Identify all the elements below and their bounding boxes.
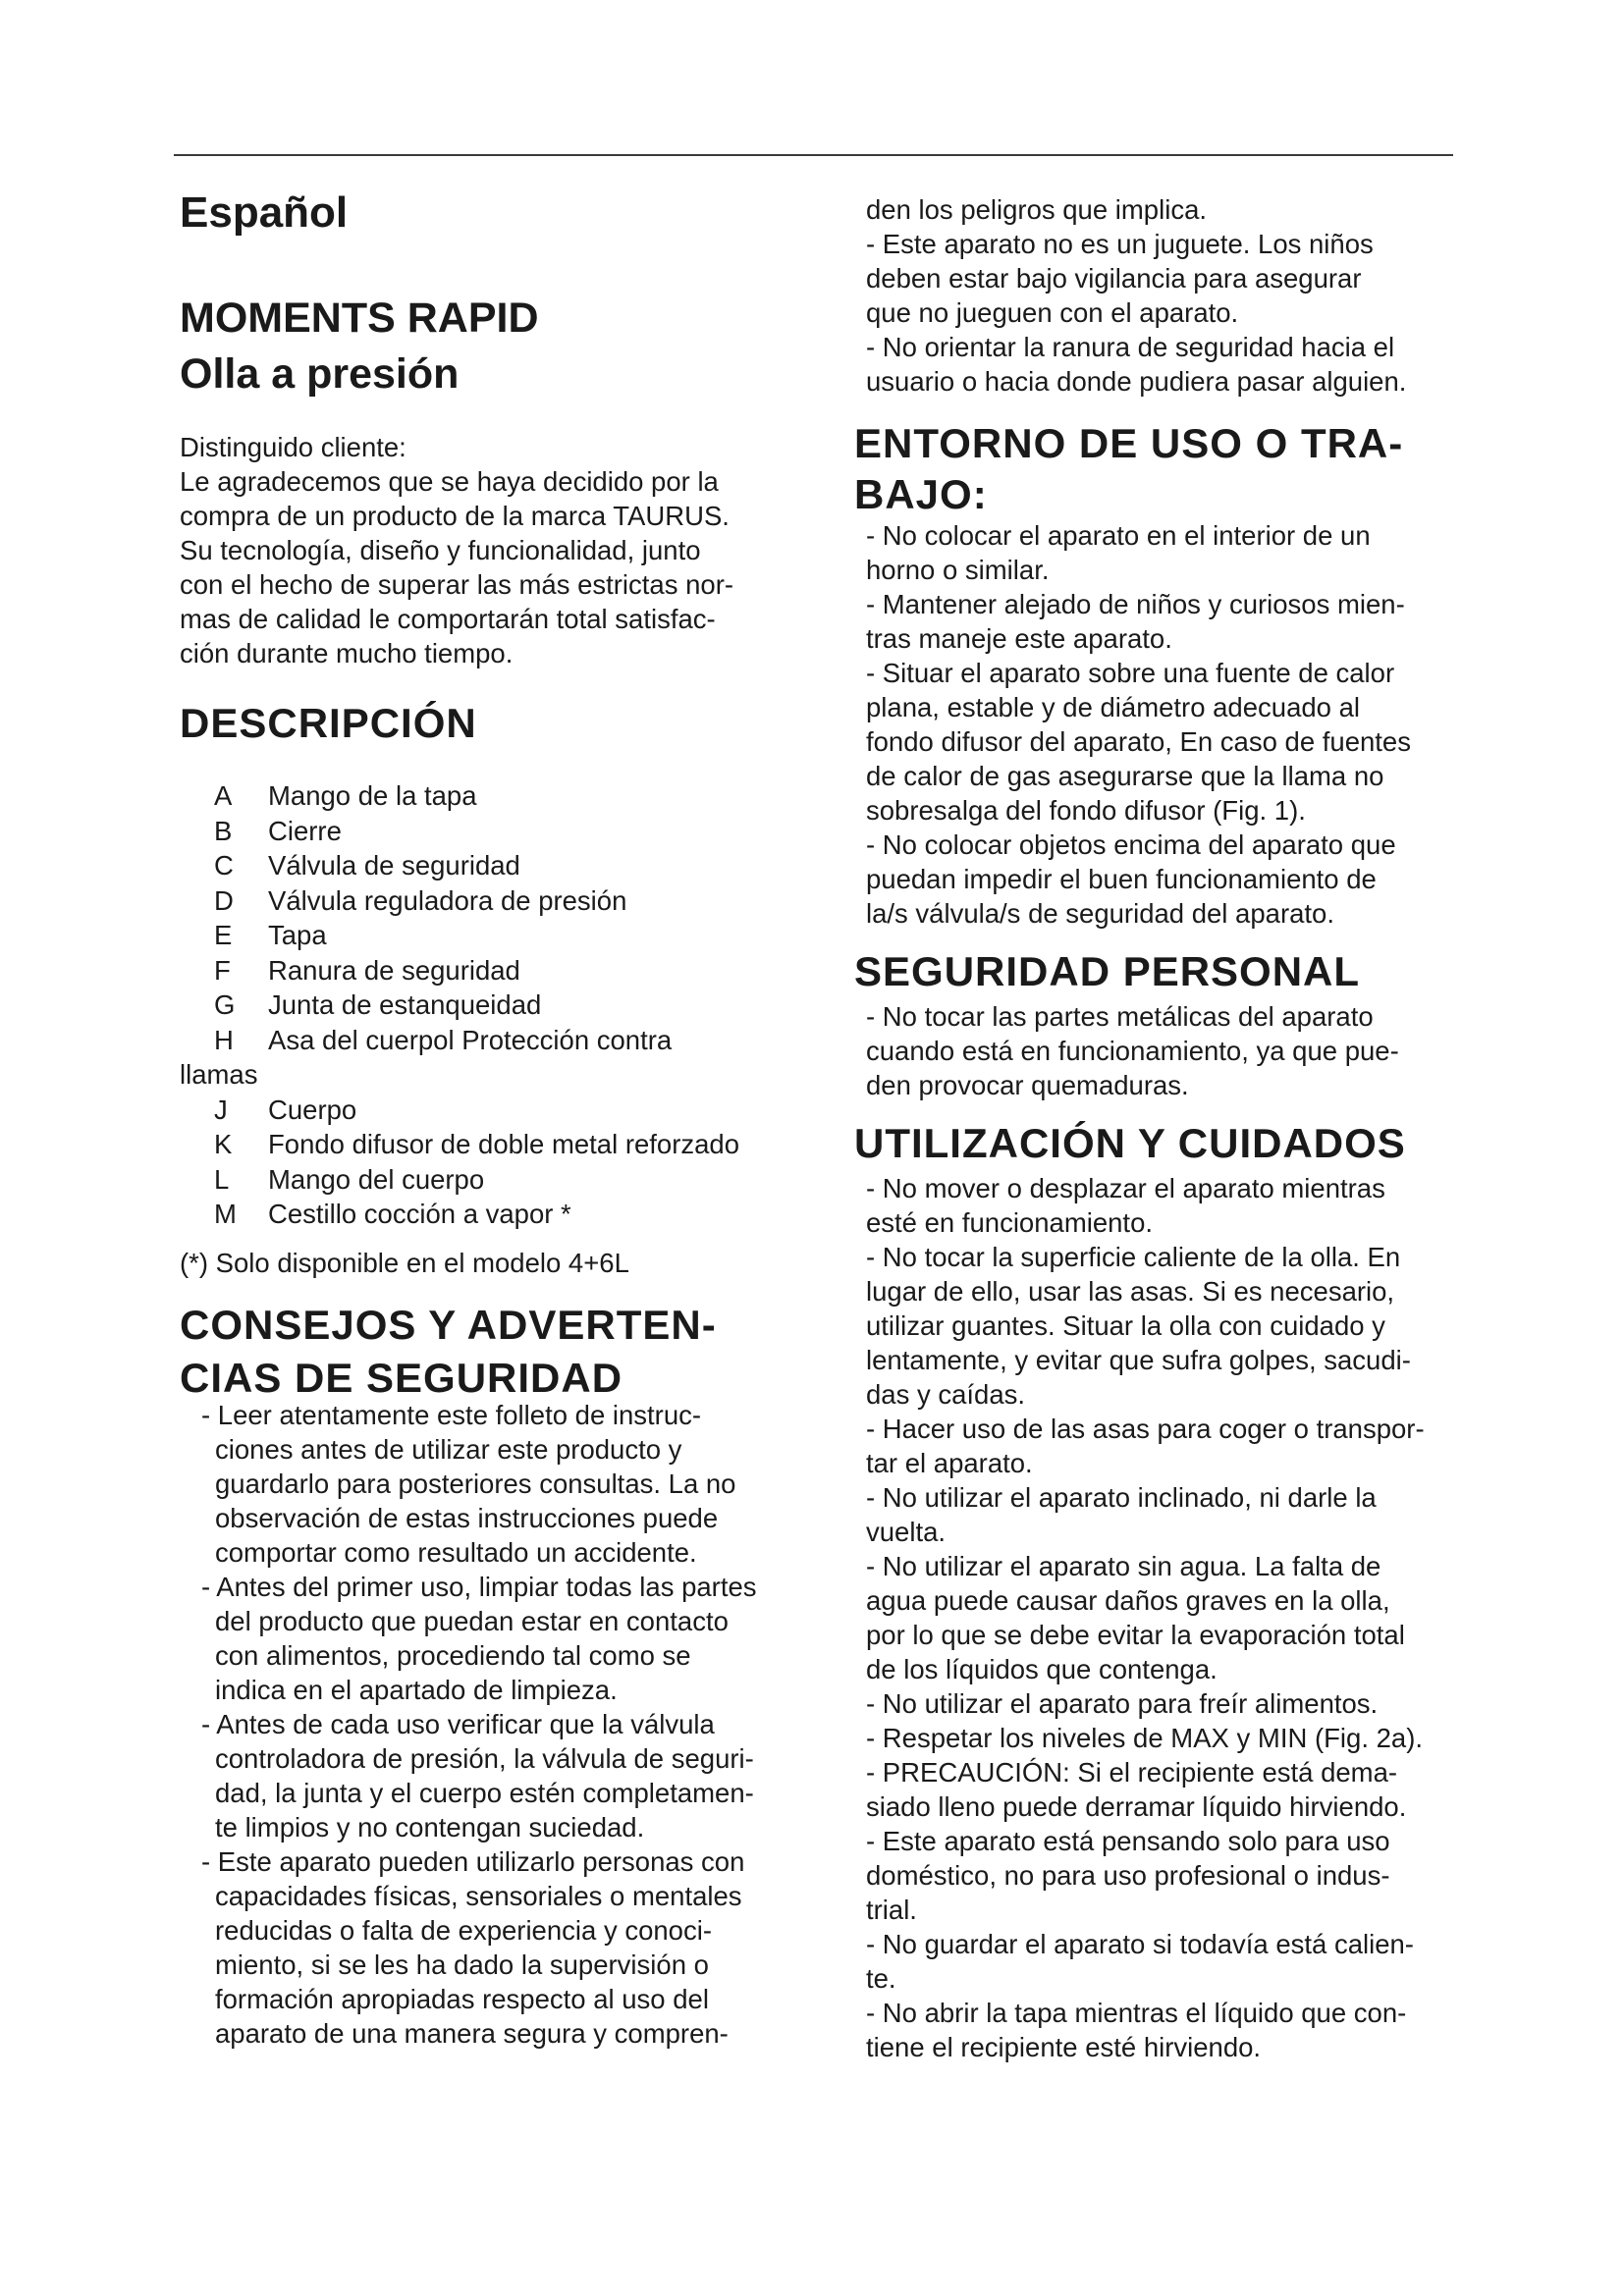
usage-line: - PRECAUCIÓN: Si el recipiente está dema-: [866, 1757, 1398, 1788]
usage-line: - No utilizar el aparato sin agua. La falta de: [866, 1551, 1381, 1581]
part-letter: G: [214, 989, 236, 1020]
part-label: Válvula de seguridad: [268, 850, 520, 881]
environment-list: [854, 518, 1458, 931]
safety-line: ciones antes de utilizar este producto y: [215, 1433, 682, 1465]
part-item: [180, 778, 818, 814]
part-letter: H: [214, 1024, 234, 1055]
part-letter: D: [214, 884, 234, 916]
product-name: MOMENTS RAPID: [180, 294, 539, 342]
safety-line: controladora de presión, la válvula de seguri-: [215, 1742, 754, 1774]
part-item: [180, 1093, 818, 1128]
environment-line: puedan impedir el buen funcionamiento de: [866, 864, 1377, 894]
part-item: [180, 918, 818, 953]
usage-line: lentamente, y evitar que sufra golpes, sacudi-: [866, 1345, 1411, 1375]
safety-line: - Antes del primer uso, limpiar todas las partes: [201, 1571, 757, 1602]
personal-safety-list: [854, 999, 1458, 1102]
safety-line: aparato de una manera segura y compren-: [215, 2017, 729, 2049]
safety-list: [180, 1398, 818, 2051]
intro-line: con el hecho de superar las más estrictas nor-: [180, 569, 734, 600]
intro-line: compra de un producto de la marca TAURUS.: [180, 501, 730, 531]
usage-line: - No guardar el aparato si todavía está calien-: [866, 1929, 1414, 1959]
safety-heading-line: CIAS DE SEGURIDAD: [180, 1354, 623, 1401]
intro-line: Le agradecemos que se haya decidido por la: [180, 466, 719, 497]
part-letter: F: [214, 954, 231, 986]
part-label: Asa del cuerpol Protección contra: [268, 1024, 673, 1055]
environment-line: plana, estable y de diámetro adecuado al: [866, 692, 1360, 722]
safety-heading-line: CONSEJOS Y ADVERTEN-: [180, 1301, 717, 1348]
part-letter: E: [214, 920, 233, 950]
safety-continued: [854, 192, 1458, 399]
safety-line: con alimentos, procediendo tal como se: [215, 1639, 691, 1671]
environment-line: horno o similar.: [866, 555, 1050, 585]
usage-line: agua puede causar daños graves en la olla,: [866, 1585, 1390, 1616]
usage-line: - Respetar los niveles de MAX y MIN (Fig. 2a).: [866, 1723, 1423, 1753]
safety-line: capacidades físicas, sensoriales o mentales: [215, 1880, 742, 1911]
usage-line: por lo que se debe evitar la evaporación total: [866, 1620, 1405, 1650]
personal-safety-line: cuando está en funcionamiento, ya que pue-: [866, 1036, 1399, 1066]
safety-line: del producto que puedan estar en contacto: [215, 1605, 729, 1636]
usage-line: utilizar guantes. Situar la olla con cuidado y: [866, 1310, 1385, 1341]
part-letter: M: [214, 1199, 237, 1229]
model-footnote: (*) Solo disponible en el modelo 4+6L: [180, 1247, 629, 1278]
environment-heading-line: BAJO:: [854, 471, 988, 517]
part-label: Tapa: [268, 920, 327, 950]
safety-line: observación de estas instrucciones puede: [215, 1502, 719, 1533]
part-letter: J: [214, 1094, 228, 1125]
safety-line: comportar como resultado un accidente.: [215, 1536, 697, 1568]
language-title: Español: [180, 188, 349, 237]
right-column: [854, 192, 1458, 2064]
safety-line: indica en el apartado de limpieza.: [215, 1674, 618, 1705]
environment-line: - No colocar el aparato en el interior de un: [866, 520, 1371, 551]
safety-line: - No orientar la ranura de seguridad hacia el: [866, 332, 1395, 362]
part-label: Fondo difusor de doble metal reforzado: [268, 1129, 740, 1159]
part-letter: K: [214, 1129, 233, 1159]
usage-line: tar el aparato.: [866, 1448, 1033, 1478]
part-label: Cierre: [268, 815, 342, 846]
part-item: [180, 883, 818, 919]
usage-line: trial.: [866, 1895, 917, 1925]
part-item: [180, 814, 818, 849]
part-label: Válvula reguladora de presión: [268, 884, 627, 916]
usage-line: doméstico, no para uso profesional o indus-: [866, 1860, 1390, 1891]
part-letter: L: [214, 1163, 230, 1195]
part-item: [180, 1023, 818, 1093]
usage-line: de los líquidos que contenga.: [866, 1654, 1218, 1684]
intro-line: ción durante mucho tiempo.: [180, 638, 514, 668]
part-label-continuation: llamas: [180, 1059, 258, 1090]
header-rule: [174, 154, 1453, 156]
safety-line: usuario o hacia donde pudiera pasar alguien.: [866, 366, 1407, 397]
intro-greeting: Distinguido cliente:: [180, 432, 406, 462]
environment-line: - Situar el aparato sobre una fuente de calor: [866, 658, 1395, 688]
safety-line: que no jueguen con el aparato.: [866, 297, 1239, 328]
part-item: [180, 988, 818, 1023]
description-heading: DESCRIPCIÓN: [180, 700, 477, 746]
part-label: Mango del cuerpo: [268, 1163, 485, 1195]
intro-line: mas de calidad le comportarán total satisfac-: [180, 604, 716, 634]
safety-line: - Leer atentamente este folleto de instruc-: [201, 1399, 702, 1430]
safety-line: den los peligros que implica.: [866, 194, 1207, 225]
usage-heading: UTILIZACIÓN Y CUIDADOS: [854, 1120, 1406, 1166]
usage-line: - Hacer uso de las asas para coger o transpor-: [866, 1414, 1425, 1444]
safety-line: deben estar bajo vigilancia para asegurar: [866, 263, 1362, 294]
usage-line: - No abrir la tapa mientras el líquido que con-: [866, 1998, 1407, 2028]
environment-line: tras maneje este aparato.: [866, 623, 1172, 654]
part-item: [180, 1127, 818, 1162]
safety-line: dad, la junta y el cuerpo estén completamen-: [215, 1777, 754, 1808]
part-letter: A: [214, 780, 233, 811]
part-letter: B: [214, 815, 233, 846]
part-item: [180, 1162, 818, 1198]
safety-line: guardarlo para posteriores consultas. La no: [215, 1468, 736, 1499]
environment-line: fondo difusor del aparato, En caso de fuentes: [866, 726, 1411, 757]
usage-line: - No mover o desplazar el aparato mientras: [866, 1173, 1385, 1203]
usage-line: esté en funcionamiento.: [866, 1207, 1153, 1238]
usage-line: siado lleno puede derramar líquido hirviendo.: [866, 1791, 1407, 1822]
usage-line: das y caídas.: [866, 1379, 1026, 1410]
product-type: Olla a presión: [180, 350, 460, 398]
part-letter: C: [214, 850, 234, 881]
environment-line: la/s válvula/s de seguridad del aparato.: [866, 898, 1334, 929]
usage-line: - No utilizar el aparato inclinado, ni darle la: [866, 1482, 1377, 1513]
safety-line: - Este aparato no es un juguete. Los niños: [866, 229, 1374, 259]
part-label: Junta de estanqueidad: [268, 989, 542, 1020]
usage-line: tiene el recipiente esté hirviendo.: [866, 2032, 1262, 2062]
personal-safety-heading: SEGURIDAD PERSONAL: [854, 948, 1361, 994]
left-column: [180, 187, 818, 2051]
safety-line: - Este aparato pueden utilizarlo personas con: [201, 1845, 745, 1877]
usage-line: - No utilizar el aparato para freír alimentos.: [866, 1688, 1379, 1719]
intro-section: [180, 430, 818, 670]
environment-line: de calor de gas asegurarse que la llama no: [866, 761, 1384, 791]
environment-line: sobresalga del fondo difusor (Fig. 1).: [866, 795, 1306, 826]
environment-heading-line: ENTORNO DE USO O TRA-: [854, 420, 1404, 466]
part-item: [180, 953, 818, 988]
parts-list: [180, 778, 818, 1232]
personal-safety-line: den provocar quemaduras.: [866, 1070, 1189, 1100]
usage-line: - Este aparato está pensando solo para uso: [866, 1826, 1390, 1856]
safety-line: formación apropiadas respecto al uso del: [215, 1983, 709, 2014]
usage-line: lugar de ello, usar las asas. Si es necesario,: [866, 1276, 1395, 1307]
part-item: [180, 1197, 818, 1232]
part-label: Mango de la tapa: [268, 780, 477, 811]
intro-line: Su tecnología, diseño y funcionalidad, junto: [180, 535, 701, 565]
usage-line: te.: [866, 1963, 896, 1994]
usage-line: - No tocar la superficie caliente de la olla. En: [866, 1242, 1401, 1272]
safety-line: - Antes de cada uso verificar que la válvula: [201, 1708, 715, 1739]
environment-line: - Mantener alejado de niños y curiosos mien-: [866, 589, 1405, 619]
part-label: Cestillo cocción a vapor *: [268, 1199, 571, 1229]
environment-line: - No colocar objetos encima del aparato que: [866, 829, 1396, 860]
part-label: Cuerpo: [268, 1094, 357, 1125]
safety-line: te limpios y no contengan suciedad.: [215, 1811, 645, 1842]
part-item: [180, 848, 818, 883]
safety-line: reducidas o falta de experiencia y conoci-: [215, 1914, 712, 1946]
usage-line: vuelta.: [866, 1517, 947, 1547]
usage-list: [854, 1171, 1458, 2064]
part-label: Ranura de seguridad: [268, 954, 520, 986]
personal-safety-line: - No tocar las partes metálicas del aparato: [866, 1001, 1374, 1032]
safety-line: miento, si se les ha dado la supervisión o: [215, 1949, 709, 1980]
